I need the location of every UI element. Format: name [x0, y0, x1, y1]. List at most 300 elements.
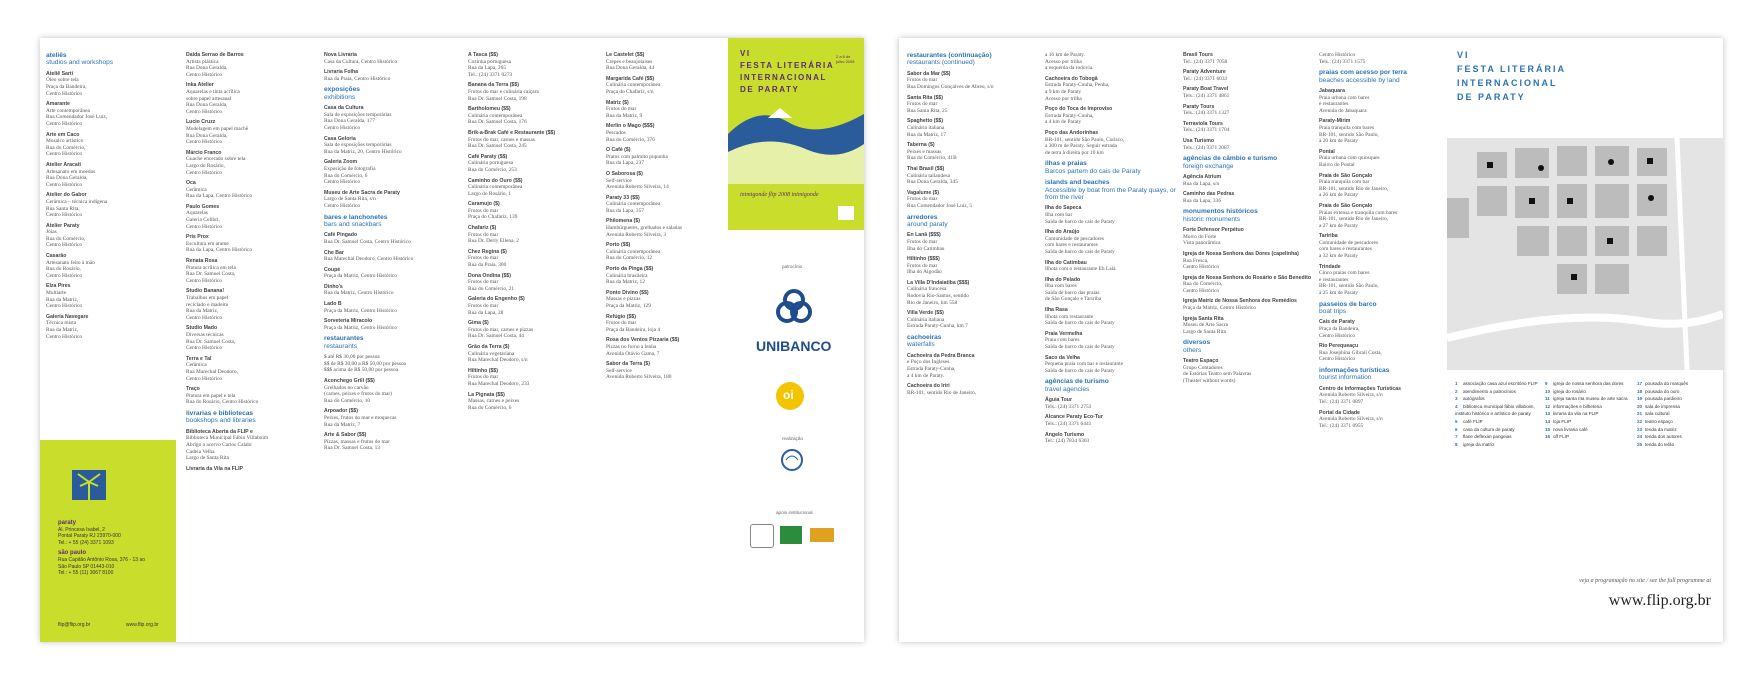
listing-entry: [1319, 410, 1439, 430]
section-heading: praias com acesso por terra: [1319, 69, 1407, 77]
listing-detail: Tels.: (24) 3371 1575: [1319, 58, 1366, 65]
cover-line-2: FESTA LITERÁRIA: [740, 61, 835, 70]
listing-name: Taririba: [1319, 233, 1338, 240]
legend-item: [1545, 433, 1629, 441]
legend-text: livraria da vila na FLIP: [1553, 411, 1599, 417]
section-heading: agências de turismo: [1045, 378, 1109, 386]
legend-text: teatro espaço: [1645, 418, 1673, 424]
listing-detail: Rua Domingos Gonçalves de Abreu, s/n: [907, 84, 994, 90]
listing-entry: [468, 82, 596, 102]
sponsor-label: patrocínio: [782, 264, 803, 269]
waterfalls-islands-column: [1045, 48, 1177, 445]
legend-text: sala de imprensa: [1645, 403, 1680, 409]
listing-detail: e restaurantes: [1319, 101, 1349, 108]
programme-caption: veja a programação no site / see the full programme at: [1579, 578, 1711, 584]
listing-detail: Rua da Lapa, 28: [468, 309, 504, 316]
listing-name: Ilha do Pelado: [1045, 276, 1081, 283]
listing-detail: Culinária italiana: [907, 316, 945, 323]
section-heading: ilhas e praias: [1045, 160, 1087, 168]
listing-detail: Rua da Lapa, s/n: [1183, 180, 1220, 187]
listing-name: Jabaquara: [1319, 88, 1345, 94]
listing-entry: [1183, 227, 1313, 247]
listing-detail: Rua da Matriz, 7: [324, 421, 361, 428]
listing-detail: Rua da Matriz, 12: [606, 279, 645, 286]
listing-detail: Grelhados no carvão: [324, 384, 369, 391]
listing-detail: Rua da Lapa, 237: [606, 160, 645, 167]
listing-detail: Massas, carnes e peixes: [468, 398, 520, 405]
cover-date: 2 a 6 de julho 2008: [836, 54, 855, 64]
listing-detail: Morro do Forte: [1183, 233, 1217, 240]
legend-item: [1545, 388, 1629, 396]
listing-name: Arpoador ($$): [324, 408, 359, 415]
listing-detail: Rua Marechal Deodoro,: [186, 368, 238, 375]
listing-detail: Rua Dr. Samuel Costa, 176: [468, 119, 527, 126]
listing-name: Teatro Espaço: [1183, 358, 1219, 365]
listing-detail: Praça da Matriz, Centro Histórico: [324, 273, 397, 280]
legend-item: [1455, 395, 1539, 403]
legend-item: [1637, 418, 1721, 426]
listing-name: Terra e Tal: [186, 355, 212, 362]
listing-detail: Rua do Comércio, 376: [606, 136, 655, 143]
legend-number: 11: [1545, 396, 1550, 402]
listing-entry: [46, 253, 178, 279]
legend-text: tenda do telão: [1645, 441, 1675, 447]
listing-name: Sabor da Terra ($): [606, 361, 651, 368]
listing-name: A Tasca ($$): [468, 52, 498, 58]
listing-detail: com bares e restaurantes: [1319, 246, 1372, 253]
section-heading: bares e lanchonetes: [324, 213, 388, 221]
listing-entry: [1183, 298, 1313, 311]
listing-detail: Acesso por trilha: [1045, 58, 1082, 65]
listing-name: Grão da Terra ($): [468, 343, 510, 350]
listing-entry: [1183, 358, 1313, 384]
unibanco-wordmark: UNIBANCO: [756, 338, 832, 354]
listing-name: Águia Tour: [1045, 397, 1072, 404]
map-legend-col-1: [1455, 380, 1539, 448]
listing-detail: Centro Histórico: [1183, 264, 1220, 271]
listing-detail: Self-service: [606, 367, 632, 374]
listing-entry: [1183, 86, 1313, 99]
listing-detail: Rua da Matriz, 20, Centro Histórico: [324, 148, 402, 155]
listing-detail: Rua da Lapa, 265: [468, 65, 507, 72]
legend-text: tenda da matriz: [1645, 426, 1677, 432]
listing-name: Paulo Gomes: [186, 203, 220, 210]
listing-detail: Rua da Lapa, Centro Histórico: [186, 247, 253, 254]
listing-name: Le Castelet ($$): [606, 52, 645, 58]
listing-detail: Peixes, frutos do mar e moquecas: [324, 415, 397, 421]
listing-detail: Ilha com bar: [1045, 211, 1073, 218]
listing-detail: Exposição de fotografia: [324, 165, 376, 172]
listing-entry: [1045, 414, 1177, 427]
paraty-heading: paraty: [58, 520, 77, 526]
listing-entry: [324, 267, 458, 280]
listing-detail: Hambúrgueres, grelhados e saladas: [606, 225, 682, 232]
oi-wordmark: oi: [783, 388, 794, 402]
listing-entry: [468, 52, 596, 78]
listing-name: Traço: [186, 386, 200, 393]
listing-entry: [468, 249, 596, 269]
listing-name: Dona Ondina ($$): [468, 272, 511, 279]
listing-name: Galeria Zoom: [324, 159, 358, 166]
listing-detail: Tels.: (24) 3371 1327: [1183, 110, 1230, 117]
legend-number: 14: [1545, 418, 1551, 424]
listing-entry: [1045, 76, 1177, 102]
listing-entry: [907, 256, 1039, 276]
listing-detail: Saída de barco do cais de Paraty: [1045, 218, 1115, 225]
listing-name: Hiltinho ($$$): [907, 256, 940, 263]
listing-detail: Rua Dr. Samuel Costa, 44: [468, 333, 524, 340]
legend-text: flane deflexan pangeias: [1463, 434, 1512, 440]
listing-detail: Rua Marechal Deodoro, Centro Histórico: [324, 256, 414, 263]
listing-entry: [186, 258, 314, 284]
listing-detail: Centro Histórico: [324, 179, 361, 186]
listing-detail: Rua do Comércio, 6: [324, 172, 368, 179]
legend-text: casa da cultura de paraty: [1463, 426, 1515, 432]
listing-detail: Óleo sobre tela: [46, 77, 79, 84]
sp-address-1: Rua Capitão Antônio Rosa, 376 - 13 ao: [58, 556, 146, 563]
listing-entry: [468, 273, 596, 293]
listing-name: Galeria Navegare: [46, 313, 89, 320]
listing-detail: a 25 km de Paraty: [1319, 290, 1358, 297]
exhibitions-bars-column: [324, 48, 458, 452]
listing-entry: [468, 154, 596, 174]
listing-entry: [907, 310, 1039, 330]
support-logo-3: [810, 528, 834, 542]
paraty-info-panel: [40, 440, 176, 642]
section-heading: ateliês: [46, 52, 67, 59]
listing-entry: [324, 378, 458, 404]
listing-detail: Rua Santa Rita,: [46, 205, 80, 212]
email-link[interactable]: flip@flip.org.br: [58, 622, 91, 628]
listing-detail: a 9 km de Paraty: [1045, 88, 1082, 95]
listing-detail: Culinária brasileira: [606, 272, 648, 279]
listing-detail: Tels.: (24) 3371 2087: [1183, 144, 1230, 151]
listing-name: Igreja de Nossa Senhora do Rosário e São Benedito: [1183, 274, 1311, 281]
listing-name: Gima ($): [468, 320, 489, 327]
listing-detail: Centro Histórico: [1183, 287, 1220, 294]
realizacao-label: realização: [782, 436, 803, 441]
site-link-left[interactable]: www.flip.org.br: [126, 622, 159, 628]
listing-name: Arte em Caco: [46, 131, 80, 138]
paraty-map[interactable]: [1447, 138, 1723, 370]
legend-number: 15: [1545, 426, 1551, 432]
listing-name: Caramujo ($): [468, 201, 500, 208]
listing-detail: Rua Comendador José Luiz, 5: [907, 202, 973, 209]
listing-detail: Rua Dr. Samuel Costa,: [186, 271, 236, 278]
title-line-3: INTERNACIONAL: [1457, 78, 1558, 88]
listing-entry: [324, 250, 458, 263]
festival-cover: [728, 38, 864, 230]
listing-detail: Artesanato feito à mão: [46, 259, 95, 266]
listing-name: Igreja de Nossa Senhora das Dores (capelinha): [1183, 250, 1299, 257]
listing-detail: Cerâmica: [186, 186, 207, 193]
listing-detail: $ até R$ 30,00 por pessoa: [324, 354, 380, 361]
listing-entry: [324, 69, 458, 82]
listing-detail: Rua Dona Geralda,: [186, 65, 228, 72]
listing-entry: [1045, 205, 1177, 225]
title-line-2: FESTA LITERÁRIA: [1457, 64, 1566, 74]
listing-detail: Centro Histórico: [186, 223, 223, 230]
listing-detail: Rua Dr. Samuel Costa, 198: [468, 95, 527, 102]
listing-detail: Praça do Chafariz, 139: [468, 214, 518, 221]
listing-entry: [1045, 397, 1177, 410]
listing-name: Vagalume ($): [907, 189, 940, 196]
listing-detail: a 4 km de Paraty.: [907, 372, 945, 379]
listing-entry: [907, 353, 1039, 379]
listing-detail: Rua do Comércio, 12: [606, 255, 653, 262]
support-logo-2: [780, 526, 802, 544]
listing-entry: [1183, 121, 1313, 134]
section-heading-english: exhibitions: [324, 93, 356, 101]
listing-entry: [1319, 386, 1439, 406]
listing-detail: Avenida Roberto Silveira, s/n: [1319, 392, 1383, 399]
listing-detail: a 16 km de Paraty.: [1045, 52, 1085, 58]
listing-name: Sabor da Mar ($$): [907, 70, 951, 77]
listing-name: Lado B: [324, 301, 342, 308]
legend-item: [1455, 403, 1539, 418]
listing-detail: Tel.: (24) 3371 6033: [1183, 75, 1228, 82]
listing-entry: [1319, 149, 1439, 169]
listing-detail: a esquerda da rodovia.: [1045, 65, 1094, 72]
listing-detail: Rua da Praia, 300: [468, 262, 507, 269]
listing-detail: Rua Dona Geralda,: [186, 102, 228, 109]
listing-entry: [324, 432, 458, 452]
listing-detail: Centro Histórico: [186, 108, 223, 115]
listing-name: Ilha do Araújo: [1045, 229, 1080, 236]
listing-detail: Rua do Comércio, 21: [468, 285, 515, 292]
listing-detail: Rua Fresca,: [1183, 257, 1209, 264]
section-heading: passeios de barco: [1319, 300, 1377, 308]
listing-detail: Cadeia Velha: [186, 448, 215, 455]
listing-detail: Ilha com bares: [1045, 283, 1077, 290]
legend-number: 3: [1455, 396, 1458, 402]
listing-entry: [324, 159, 458, 185]
legend-text: pousada do ouro: [1645, 388, 1680, 394]
listing-detail: Avenida Roberto Silveira, 180: [606, 374, 672, 381]
listing-entry: [606, 171, 726, 191]
legend-text: off FLIP: [1553, 434, 1570, 440]
section-heading-english: bookshops and libraries: [186, 417, 256, 425]
listing-detail: Culinária contemporânea: [606, 201, 661, 208]
listing-name: Lucio Cruzz: [186, 119, 216, 126]
legend-text: nova livraria café: [1553, 426, 1588, 432]
listing-detail: Self-service: [606, 177, 632, 184]
listing-name: Studio Banana!: [186, 288, 225, 295]
listing-name: Portal da Cidade: [1319, 409, 1360, 416]
listing-detail: Frutos do mar: [468, 374, 499, 381]
listing-entry: [606, 123, 726, 143]
listing-entry: [468, 344, 596, 364]
listing-detail: a 27 km de Paraty: [1319, 222, 1358, 229]
legend-item: [1455, 441, 1539, 449]
listing-detail: Centro Histórico: [186, 139, 223, 146]
cover-line-4: DE PARATY: [740, 85, 800, 94]
listing-detail: Culinária contemporânea: [606, 82, 661, 89]
listing-detail: Culinária vegetariana: [468, 350, 515, 357]
listing-entry: [468, 225, 596, 245]
section-heading: informações turísticas: [1319, 367, 1390, 374]
listing-detail: Rua Marechal Deodoro, s/n: [468, 357, 528, 364]
listing-detail: Jóias: [46, 229, 57, 236]
cover-line-1: VI: [740, 49, 751, 58]
listing-entry: [1319, 203, 1439, 229]
listing-detail: Largo de Santa Rita, s/n: [324, 196, 376, 203]
listing-name: Studio Mado: [186, 325, 218, 332]
listing-detail: Rua Marechal Deodoro, 233: [468, 380, 530, 387]
listing-entry: [324, 318, 458, 331]
listing-entry: [1045, 355, 1177, 375]
listing-entry: [468, 392, 596, 412]
listing-name: Caminho do Ouro ($$): [468, 177, 523, 184]
listing-detail: a 300 m de Paraty. Seguir estrada: [1045, 143, 1117, 150]
listing-detail: Centro Histórico: [46, 90, 83, 97]
listing-entry: [1045, 307, 1177, 327]
listing-entry: [324, 105, 458, 131]
listing-detail: Saída de barco do cais de Paraty: [1045, 367, 1115, 374]
listing-name: Atelier Aracati: [46, 161, 81, 168]
listing-entry: [186, 234, 314, 254]
listing-entry: [1045, 260, 1177, 273]
agencies-monuments-column: [1183, 48, 1313, 385]
listing-name: Trindade: [1319, 263, 1341, 270]
listing-detail: Frutos do mar e culinária caiçara: [468, 88, 539, 95]
listing-entry: [1183, 316, 1313, 336]
listing-entry: [606, 195, 726, 215]
listing-entry: [324, 354, 458, 374]
section-heading: arredores: [907, 213, 938, 221]
listing-detail: Rua Dr. Samuel Costa,: [186, 338, 236, 345]
listing-name: Saco da Velha: [1045, 354, 1080, 361]
listing-name: Merlin o Mago ($$$): [606, 123, 655, 130]
listing-detail: Estrada Paraty-Cunha,: [1045, 112, 1094, 119]
listing-name: Paraty-Mirim: [1319, 118, 1351, 125]
listing-detail: Centro Histórico: [46, 272, 83, 279]
listing-detail: Frutos do mar: [468, 255, 499, 262]
section-heading-english: restaurants (continued): [907, 59, 975, 67]
section-heading: livrarias e bibliotecas: [186, 409, 254, 417]
listing-name: Atelier do Gabor: [46, 192, 87, 199]
listing-entry: [1319, 343, 1439, 363]
listing-name: Casa da Cultura: [324, 105, 364, 112]
listing-detail: Frutos do mar: [468, 231, 499, 238]
listing-detail: Tel.: (24) 3371 7058: [1183, 58, 1228, 65]
listing-name: Matriz ($): [606, 99, 629, 106]
legend-number: 10: [1545, 388, 1551, 394]
listing-name: Santa Rita ($$): [907, 94, 944, 101]
listing-entry: [324, 232, 458, 245]
listing-entry: [324, 301, 458, 314]
section-heading: diversos: [1183, 339, 1211, 347]
legend-number: 20: [1637, 403, 1643, 409]
cover-footer: inimigonde flip 2008 inimigonde: [740, 192, 819, 198]
listing-detail: Técnica mista: [46, 320, 77, 327]
listing-detail: Acesso por trilha: [1045, 95, 1082, 102]
listing-name: Spaghetto ($$): [907, 118, 944, 125]
listing-detail: Centro Histórico: [186, 345, 223, 352]
listing-name: Centro de Informações Turísticas: [1319, 385, 1402, 392]
legend-text: loja FLIP: [1553, 418, 1572, 424]
listing-detail: Frutos do mar, carnes e pizzas: [468, 326, 534, 333]
festival-url[interactable]: www.flip.org.br: [1608, 592, 1711, 609]
listing-detail: Biblioteca Municipal Fábio Villaboim: [186, 435, 269, 442]
listing-name: Forte Defensor Perpétuo: [1183, 227, 1244, 234]
listing-name: Villa Verde ($$): [907, 310, 944, 317]
listing-detail: $$$ acima de R$ 50,00 por pessoa: [324, 367, 399, 374]
section-heading-english: beaches accessible by land: [1319, 76, 1400, 84]
listing-detail: (carnes, peixes e frutos do mar): [324, 391, 392, 398]
listing-detail: Cerâmica – técnica indígena: [46, 198, 108, 205]
listing-detail: Frutos do mar: [468, 207, 499, 214]
realizacao-logo-icon: [780, 448, 804, 476]
legend-number: 9: [1545, 381, 1548, 386]
legend-item: [1545, 395, 1629, 403]
section-heading-english: historic monuments: [1183, 215, 1241, 223]
listing-name: En Lanã ($$$): [907, 232, 941, 239]
beaches-boats-column: [1319, 48, 1439, 429]
listing-entry: [468, 106, 596, 126]
listing-entry: [468, 320, 596, 340]
listing-entry: [324, 190, 458, 210]
listing-detail: Rua Dr. Derly Ellena, 2: [468, 238, 519, 245]
listing-detail: BR-101, sentido Rio de Janeiro,: [1319, 185, 1389, 192]
listing-detail: Pescados: [606, 129, 626, 136]
listing-detail: BR-101, sentido São Paulo,: [1319, 283, 1379, 290]
listing-name: Paraty Boat Travel: [1183, 86, 1229, 93]
listing-detail: Avenida Roberto Silveira, 3: [606, 231, 667, 238]
listing-detail: Rua Dona Geralda, 177: [324, 118, 375, 125]
listing-entry: [46, 223, 178, 249]
legend-text: biblioteca municipal fábio villaboim, instituto histórico e artístico de paraty: [1455, 403, 1535, 417]
listing-entry: [907, 190, 1039, 210]
legend-number: 7: [1455, 434, 1458, 440]
legend-text: igreja da matriz: [1463, 441, 1495, 447]
listing-detail: Centro Histórico: [46, 303, 83, 310]
listing-name: Casa Geloria: [324, 135, 356, 142]
listing-name: Café Paraty ($$): [468, 153, 508, 160]
listing-detail: Praias extensa e tranquila com bares: [1319, 209, 1398, 216]
listing-entry: [1045, 52, 1177, 72]
listing-entry: [1183, 251, 1313, 271]
legend-text: tenda dos autores: [1645, 434, 1682, 440]
listing-detail: Frutos do mar: [907, 196, 938, 203]
listing-detail: Centro Histórico: [46, 181, 83, 188]
listing-detail: Frutos do mar: [907, 101, 938, 108]
section-heading-english: restaurants: [324, 342, 357, 350]
listing-detail: Praça da Bandeira,: [1319, 326, 1360, 333]
legend-number: 22: [1637, 418, 1643, 424]
listing-name: Terraviola Tours: [1183, 120, 1223, 127]
listing-name: Angelo Turismo: [1045, 431, 1085, 438]
listing-name: Chafariz ($): [468, 225, 497, 232]
listing-detail: Rua do Comércio, 6: [468, 404, 512, 411]
listing-entry: [907, 280, 1039, 306]
listing-name: Paraty 33 ($$): [606, 194, 640, 201]
listing-detail: Rua da Lapa, Centro Histórico: [186, 193, 253, 200]
legend-item: [1637, 433, 1721, 441]
listing-name: Cachoeira do Tobogã: [1045, 75, 1098, 82]
listing-detail: Rua do Comércio,: [1183, 281, 1223, 288]
listing-detail: Casa da Cultura, Centro Histórico: [324, 58, 398, 65]
listing-name: Thai Brasil ($$): [907, 165, 945, 172]
listing-detail: Massas e pizzas: [606, 296, 641, 303]
listing-entry: [46, 192, 178, 218]
listing-name: Café Pingado: [324, 232, 358, 239]
listing-detail: Sala de exposições temporárias: [324, 142, 392, 149]
listing-detail: Estrada Paraty-Cunha,: [907, 366, 956, 373]
restaurants-column-a: [468, 48, 596, 411]
legend-number: 2: [1455, 388, 1458, 394]
listing-detail: Sala de exposições temporárias: [324, 111, 392, 118]
